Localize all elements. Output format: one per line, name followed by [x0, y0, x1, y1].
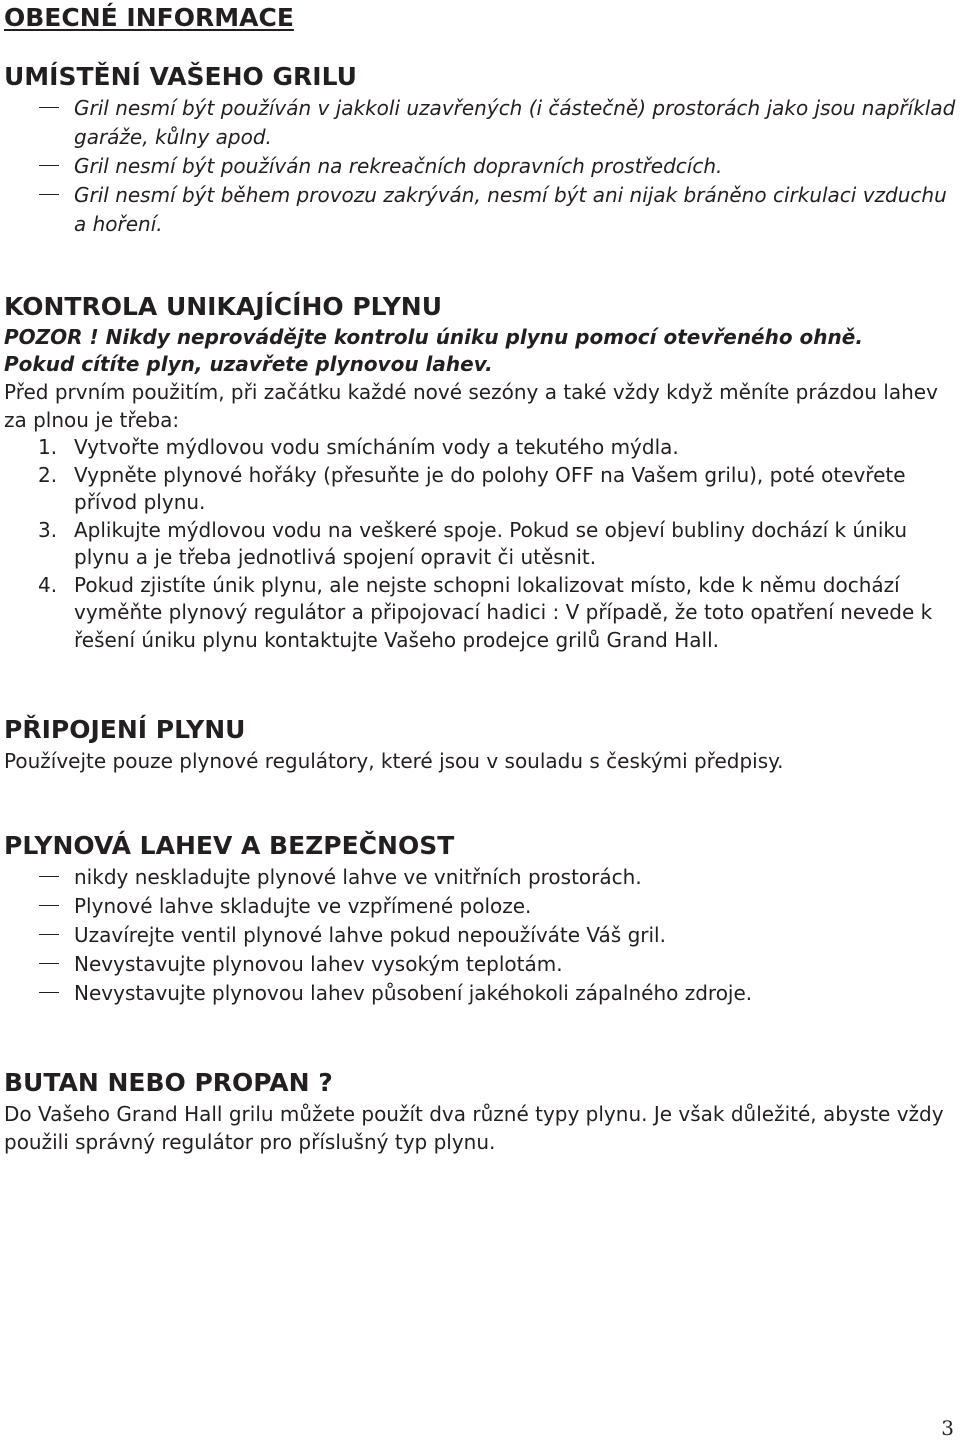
step-text: Vytvořte mýdlovou vodu smícháním vody a tekutého mýdla. [74, 435, 679, 459]
step-item [4, 517, 956, 572]
page-title: OBECNÉ INFORMACE [4, 3, 294, 32]
dash-bullet-icon [39, 963, 59, 964]
section-gas-leak-check [4, 290, 956, 654]
section-title-gas-connection: PŘIPOJENÍ PLYNU [4, 715, 246, 744]
section-title-gas-bottle-safety: PLYNOVÁ LAHEV A BEZPEČNOST [4, 831, 455, 860]
placement-list [4, 94, 956, 239]
dash-bullet-icon [39, 934, 59, 935]
list-item [4, 921, 956, 950]
page-number: 3 [941, 1416, 954, 1440]
dash-bullet-icon [39, 107, 59, 108]
step-item [4, 462, 956, 517]
list-item-text: Gril nesmí být používán v jakkoli uzavřených (i částečně) prostorách jako jsou například garáže, kůlny apod. [74, 96, 956, 149]
list-item-text: Nevystavujte plynovou lahev působení jakéhokoli zápalného zdroje. [74, 981, 753, 1005]
list-item-text: Nevystavujte plynovou lahev vysokým teplotám. [74, 952, 563, 976]
dash-bullet-icon [39, 905, 59, 906]
list-item-text: Uzavírejte ventil plynové lahve pokud nepoužíváte Váš gril. [74, 923, 666, 947]
dash-bullet-icon [39, 992, 59, 993]
list-item [4, 979, 956, 1008]
step-text: Vypněte plynové hořáky (přesuňte je do polohy OFF na Vašem grilu), poté otevřete přívod plynu. [74, 462, 906, 514]
dash-bullet-icon [39, 876, 59, 877]
step-number: 2. [38, 462, 58, 487]
intro-text: Před prvním použitím, při začátku každé nové sezóny a také vždy když měníte prázdou lahev za plnou je třeba: [4, 380, 938, 432]
list-item [4, 152, 956, 181]
connection-text: Používejte pouze plynové regulátory, které jsou v souladu s českými předpisy. [4, 749, 784, 773]
safety-list [4, 863, 956, 1008]
list-item-text: nikdy neskladujte plynové lahve ve vnitřních prostorách. [74, 865, 642, 889]
list-item [4, 892, 956, 921]
list-item [4, 863, 956, 892]
warning-text: POZOR ! Nikdy neprovádějte kontrolu úniku plynu pomocí otevřeného ohně. [4, 325, 863, 349]
butane-text: Do Vašeho Grand Hall grilu můžete použít dva různé typy plynu. Je však důležité, abyste vždy použili správný regulátor pro příslušný typ plynu. [4, 1102, 944, 1154]
list-item-text: Gril nesmí být během provozu zakrýván, nesmí být ani nijak bráněno cirkulaci vzduchu a hoření. [74, 183, 947, 236]
section-title-butane-or-propane: BUTAN NEBO PROPAN ? [4, 1068, 333, 1097]
section-grill-placement [4, 60, 956, 239]
step-text: Pokud zjistíte únik plynu, ale nejste schopni lokalizovat místo, kde k němu dochází vyměňte plynový regulátor a připojovací hadici : V případě, že toto opatření nevede k řešení úniku plynu kontaktujte Vašeho prodejce grilů Grand Hall. [74, 572, 933, 652]
list-item [4, 94, 956, 152]
section-gas-bottle-safety [4, 829, 956, 1008]
warning-text-2: Pokud cítíte plyn, uzavřete plynovou lahev. [4, 352, 493, 376]
section-title-gas-leak-check: KONTROLA UNIKAJÍCÍHO PLYNU [4, 292, 443, 321]
section-title-grill-placement: UMÍSTĚNÍ VAŠEHO GRILU [4, 62, 357, 91]
step-item [4, 572, 956, 655]
section-butane-or-propane [4, 1066, 956, 1156]
step-number: 3. [38, 517, 58, 542]
section-gas-connection [4, 713, 956, 775]
list-item-text: Gril nesmí být používán na rekreačních dopravních prostředcích. [74, 154, 723, 178]
list-item-text: Plynové lahve skladujte ve vzpřímené poloze. [74, 894, 532, 918]
step-text: Aplikujte mýdlovou vodu na veškeré spoje. Pokud se objeví bubliny dochází k úniku plynu a je třeba jednotlivá spojení opravit či utěsnit. [74, 517, 908, 569]
step-number: 1. [38, 435, 58, 459]
dash-bullet-icon [39, 194, 59, 195]
step-item [4, 434, 956, 462]
dash-bullet-icon [39, 165, 59, 166]
list-item [4, 950, 956, 979]
step-number: 4. [38, 572, 58, 597]
list-item [4, 181, 956, 239]
steps-list [4, 434, 956, 654]
